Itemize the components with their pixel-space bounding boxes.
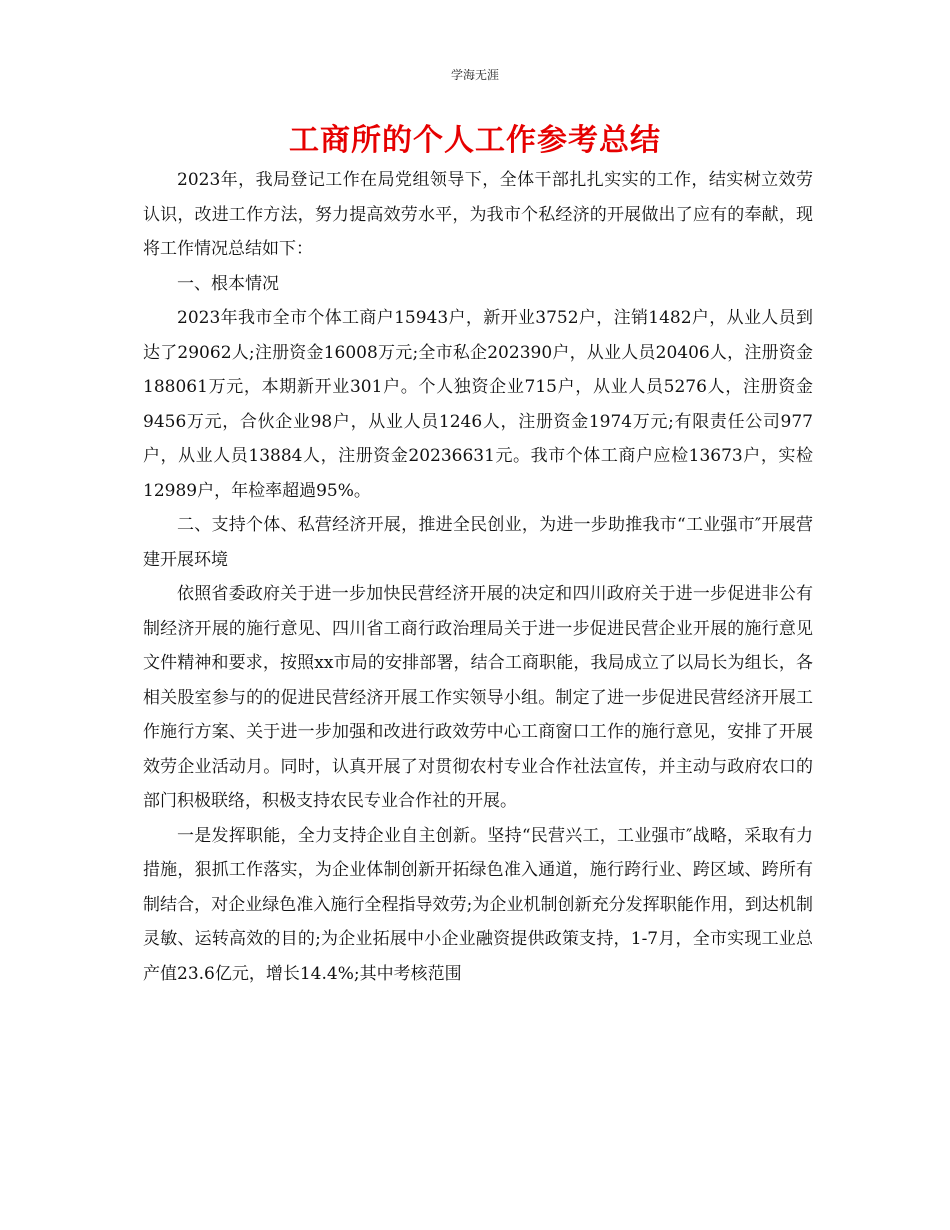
policy-paragraph: 依照省委政府关于进一步加快民营经济开展的决定和四川政府关于进一步促进非公有制经济开展的施行意见、四川省工商行政治理局关于进一步促进民营企业开展的施行意见文件精神和要求，按照xx市局的安排部署，结合工商职能，我局成立了以局长为组长，各相关股室参与的的促进民营经济开展工作实领导小组。制定了进一步促进民营经济开展工作施行方案、关于进一步加强和改进行政效劳中心工商窗口工作的施行意见，安排了开展效劳企业活动月。同时，认真开展了对贯彻农村专业合作社法宣传，并主动与政府农口的部门积极联络，积极支持农民专业合作社的开展。 bbox=[143, 584, 813, 811]
intro-paragraph: 2023年，我局登记工作在局党组领导下，全体干部扎扎实实的工作，结实树立效劳认识，改进工作方法，努力提高效劳水平，为我市个私经济的开展做出了应有的奉献，现将工作情况总结如下： bbox=[143, 170, 813, 259]
section-heading-basic-situation: 一、根本情况 bbox=[177, 273, 279, 294]
document-body bbox=[143, 163, 813, 991]
section-heading-support: 二、支持个体、私营经济开展，推进全民创业，为进一步助推我市“工业强市″开展营建开展环境 bbox=[143, 515, 813, 570]
document-title: 工商所的个人工作参考总结 bbox=[289, 123, 661, 158]
statistics-paragraph: 2023年我市全市个体工商户15943户，新开业3752户，注销1482户，从业人员到达了29062人;注册资金16008万元;全市私企202390户，从业人员20406人，注册资金188061万元，本期新开业301户。个人独资企业715户，从业人员5276人，注册资金9456万元，合伙企业98户，从业人员1246人，注册资金1974万元;有限责任公司977户，从业人员13884人，注册资金20236631元。我市个体工商户应检13673户，实检12989户，年检率超過95%。 bbox=[143, 308, 813, 501]
page-header: 学海无涯 bbox=[450, 68, 499, 82]
innovation-paragraph: 一是发挥职能，全力支持企业自主创新。坚持“民营兴工，工业强市″战略，采取有力措施，狠抓工作落实，为企业体制创新开拓绿色准入通道，施行跨行业、跨区域、跨所有制结合，对企业绿色准入施行全程指导效劳;为企业机制创新充分发挥职能作用，到达机制灵敏、运转高效的目的;为企业拓展中小企业融资提供政策支持，1-7月，全市实现工业总产值23.6亿元，增长14.4%;其中考核范围 bbox=[143, 825, 813, 984]
